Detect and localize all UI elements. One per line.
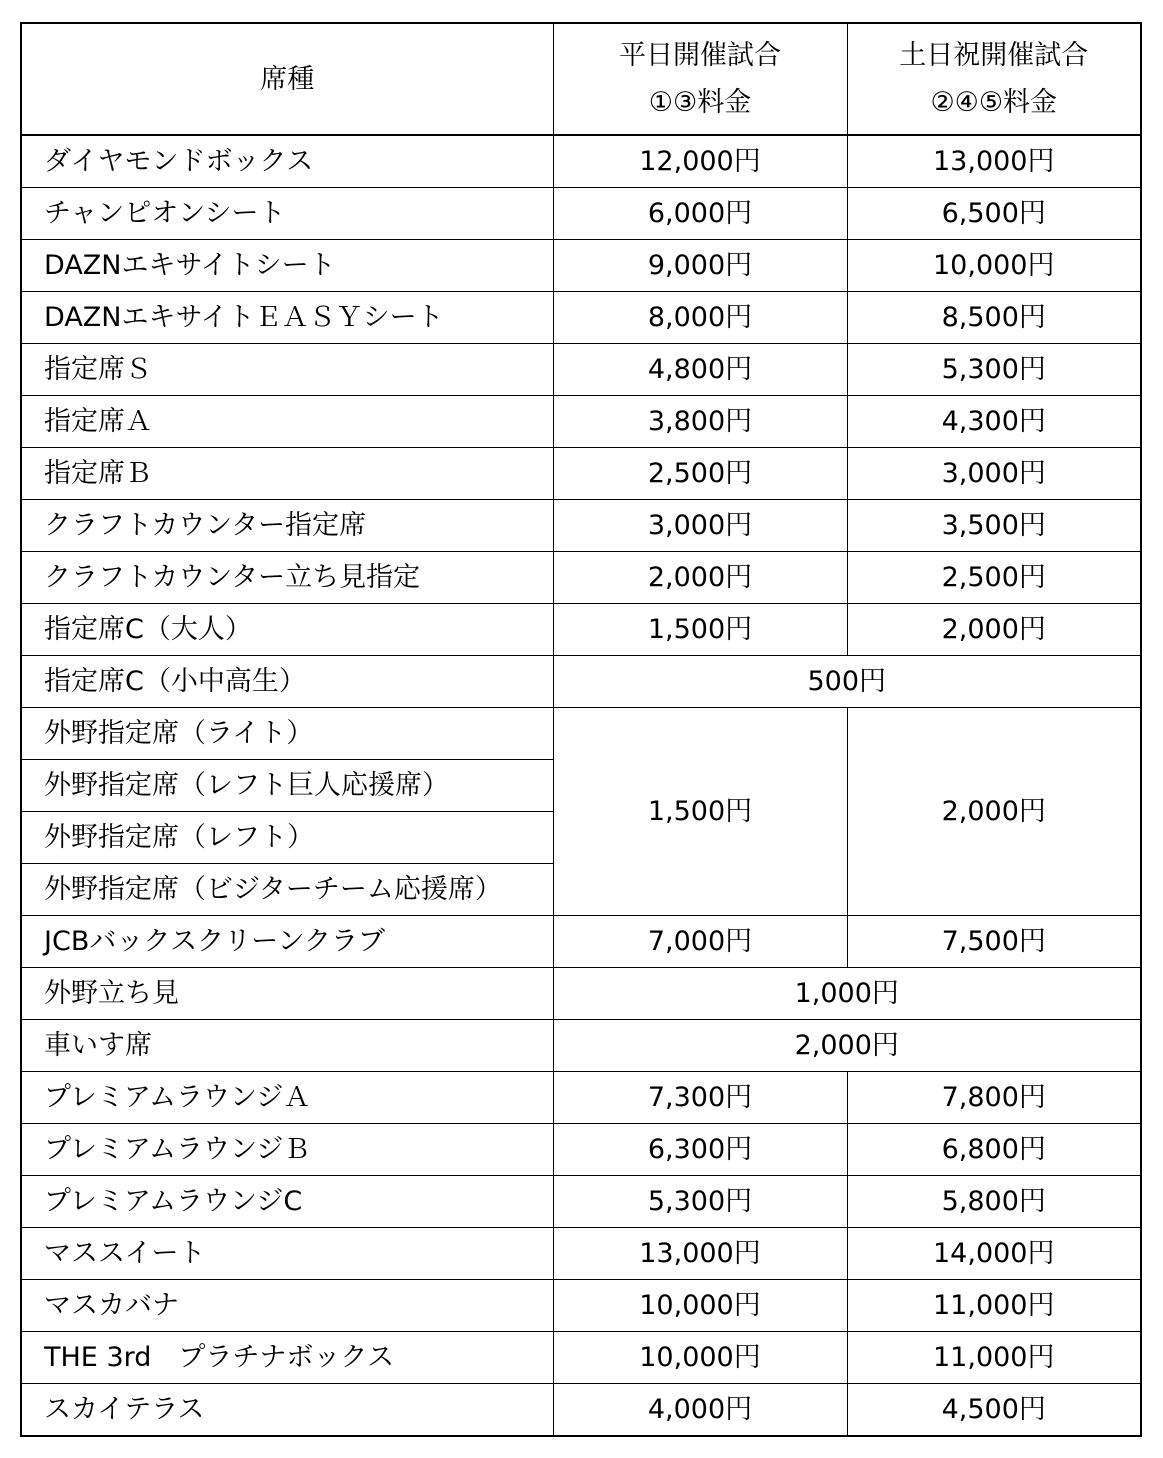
seat-name: プレミアムラウンジＢ xyxy=(21,1124,553,1176)
seat-name: 車いす席 xyxy=(21,1020,553,1072)
seat-name: 指定席C（小中高生） xyxy=(21,656,553,708)
weekday-price: 8,000円 xyxy=(553,292,847,344)
weekday-price: 5,300円 xyxy=(553,1176,847,1228)
weekday-price: 3,800円 xyxy=(553,396,847,448)
shared-price: 500円 xyxy=(553,656,1141,708)
seat-name: 指定席Ｓ xyxy=(21,344,553,396)
table-row xyxy=(21,135,1141,188)
weekend-price: 3,500円 xyxy=(847,500,1141,552)
weekend-price: 6,800円 xyxy=(847,1124,1141,1176)
table-row xyxy=(21,552,1141,604)
weekend-price: 14,000円 xyxy=(847,1228,1141,1280)
seat-name: プレミアムラウンジC xyxy=(21,1176,553,1228)
seat-name: THE 3rd プラチナボックス xyxy=(21,1332,553,1384)
weekday-price: 4,000円 xyxy=(553,1384,847,1437)
weekend-price: 3,000円 xyxy=(847,448,1141,500)
weekday-price: 6,300円 xyxy=(553,1124,847,1176)
weekday-price: 7,300円 xyxy=(553,1072,847,1124)
header-weekend-line2: ②④⑤料金 xyxy=(930,87,1058,118)
shared-price: 1,000円 xyxy=(553,968,1141,1020)
table-row xyxy=(21,292,1141,344)
seat-name: マススイート xyxy=(21,1228,553,1280)
seat-name: ダイヤモンドボックス xyxy=(21,135,553,188)
table-row xyxy=(21,968,1141,1020)
seat-name: 外野立ち見 xyxy=(21,968,553,1020)
header-weekday-line2: ①③料金 xyxy=(648,87,752,118)
header-weekend-line1: 土日祝開催試合 xyxy=(899,40,1089,71)
table-row xyxy=(21,604,1141,656)
table-row xyxy=(21,1280,1141,1332)
header-seat-type: 席種 xyxy=(21,23,553,135)
weekend-price: 11,000円 xyxy=(847,1332,1141,1384)
table-row xyxy=(21,656,1141,708)
seat-name: クラフトカウンター指定席 xyxy=(21,500,553,552)
weekend-price: 7,800円 xyxy=(847,1072,1141,1124)
seat-name: 外野指定席（レフト巨人応援席） xyxy=(21,760,553,812)
weekend-price: 5,300円 xyxy=(847,344,1141,396)
weekday-price: 3,000円 xyxy=(553,500,847,552)
weekday-price: 4,800円 xyxy=(553,344,847,396)
table-row xyxy=(21,1332,1141,1384)
weekend-price: 11,000円 xyxy=(847,1280,1141,1332)
weekday-price: 1,500円 xyxy=(553,708,847,916)
weekend-price: 2,500円 xyxy=(847,552,1141,604)
weekend-price: 13,000円 xyxy=(847,135,1141,188)
table-row xyxy=(21,396,1141,448)
weekend-price: 5,800円 xyxy=(847,1176,1141,1228)
weekday-price: 9,000円 xyxy=(553,240,847,292)
seat-name: 指定席Ｂ xyxy=(21,448,553,500)
weekend-price: 10,000円 xyxy=(847,240,1141,292)
shared-price: 2,000円 xyxy=(553,1020,1141,1072)
table-row xyxy=(21,1384,1141,1437)
header-weekday-line1: 平日開催試合 xyxy=(619,40,781,71)
seat-name: 指定席C（大人） xyxy=(21,604,553,656)
seat-name: 指定席Ａ xyxy=(21,396,553,448)
table-row xyxy=(21,188,1141,240)
table-row xyxy=(21,708,1141,760)
seat-name: DAZNエキサイトＥＡＳＹシート xyxy=(21,292,553,344)
seat-name: DAZNエキサイトシート xyxy=(21,240,553,292)
seat-name: クラフトカウンター立ち見指定 xyxy=(21,552,553,604)
table-row xyxy=(21,448,1141,500)
ticket-price-table xyxy=(20,22,1142,1437)
seat-name: スカイテラス xyxy=(21,1384,553,1437)
table-row xyxy=(21,1176,1141,1228)
seat-name: チャンピオンシート xyxy=(21,188,553,240)
table-row xyxy=(21,500,1141,552)
table-row xyxy=(21,1020,1141,1072)
weekday-price: 12,000円 xyxy=(553,135,847,188)
weekday-price: 13,000円 xyxy=(553,1228,847,1280)
seat-name: マスカバナ xyxy=(21,1280,553,1332)
weekday-price: 7,000円 xyxy=(553,916,847,968)
weekend-price: 7,500円 xyxy=(847,916,1141,968)
header-weekend xyxy=(847,23,1141,135)
weekend-price: 8,500円 xyxy=(847,292,1141,344)
table-row xyxy=(21,1124,1141,1176)
weekday-price: 6,000円 xyxy=(553,188,847,240)
table-row xyxy=(21,916,1141,968)
weekday-price: 2,500円 xyxy=(553,448,847,500)
table-row xyxy=(21,1228,1141,1280)
table-row xyxy=(21,1072,1141,1124)
weekday-price: 1,500円 xyxy=(553,604,847,656)
seat-name: 外野指定席（ビジターチーム応援席） xyxy=(21,864,553,916)
weekend-price: 2,000円 xyxy=(847,708,1141,916)
weekday-price: 10,000円 xyxy=(553,1280,847,1332)
weekday-price: 2,000円 xyxy=(553,552,847,604)
weekend-price: 2,000円 xyxy=(847,604,1141,656)
seat-name: 外野指定席（ライト） xyxy=(21,708,553,760)
weekend-price: 6,500円 xyxy=(847,188,1141,240)
weekend-price: 4,300円 xyxy=(847,396,1141,448)
table-header-row xyxy=(21,23,1141,135)
seat-name: 外野指定席（レフト） xyxy=(21,812,553,864)
weekday-price: 10,000円 xyxy=(553,1332,847,1384)
seat-name: JCBバックスクリーンクラブ xyxy=(21,916,553,968)
table-row xyxy=(21,240,1141,292)
seat-name: プレミアムラウンジＡ xyxy=(21,1072,553,1124)
table-row xyxy=(21,344,1141,396)
header-weekday xyxy=(553,23,847,135)
weekend-price: 4,500円 xyxy=(847,1384,1141,1437)
